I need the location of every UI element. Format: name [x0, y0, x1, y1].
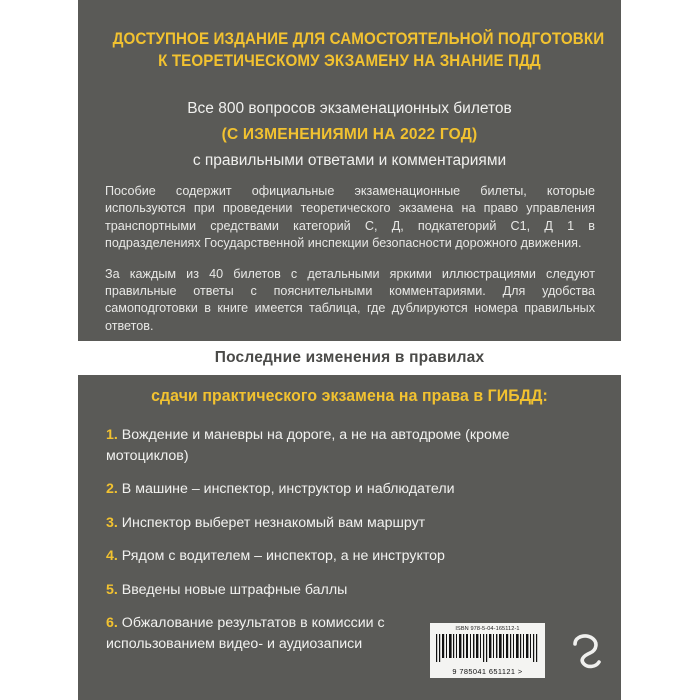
subtitle-group	[78, 96, 621, 173]
list-item-text: Введены новые штрафные баллы	[121, 581, 348, 598]
list-item-number: 5.	[106, 581, 118, 598]
list-item-number: 6.	[106, 615, 118, 631]
isbn-label: ISBN 978-5-04-165112-1	[455, 626, 520, 632]
book-back-cover	[78, 0, 621, 700]
description-paragraph-1: Пособие содержит официальные экзаменационные билеты, которые используются при проведении теоретического экзамена на право управления транспортными средствами категорий С, Д, подкатегорий С1, Д 1 в подразделениях Государственной инспекции безопасности дорожного движения.	[105, 184, 595, 251]
list-item-text: Инспектор выберет незнакомый вам маршрут	[121, 514, 426, 531]
subtitle-line-3: с правильными ответами и комментариями	[192, 152, 507, 169]
description-block	[105, 183, 595, 335]
white-banner	[78, 341, 621, 375]
headline-line-1: ДОСТУПНОЕ ИЗДАНИЕ ДЛЯ САМОСТОЯТЕЛЬНОЙ ПОДГОТОВКИ	[112, 30, 605, 48]
list-item	[106, 425, 586, 466]
list-item-number: 1.	[106, 427, 118, 443]
list-item	[106, 513, 586, 534]
isbn-barcode	[430, 623, 545, 678]
list-item	[106, 546, 586, 567]
list-item-text: Рядом с водителем – инспектор, а не инструктор	[121, 548, 445, 564]
list-item-number: 2.	[106, 481, 118, 497]
list-item-number: 4.	[106, 548, 118, 564]
headline-line-2: К ТЕОРЕТИЧЕСКОМУ ЭКЗАМЕНУ НА ЗНАНИЕ ПДД	[158, 52, 541, 70]
list-item	[106, 479, 586, 500]
barcode-bars-icon	[434, 634, 541, 662]
headline-text	[100, 28, 605, 72]
list-item	[106, 613, 406, 654]
barcode-digits: 9 785041 651121 >	[452, 667, 523, 676]
cover-upper-panel	[78, 0, 621, 341]
list-item-text: Вождение и маневры на дороге, а не на автодроме (кроме мотоциклов)	[106, 427, 510, 464]
eksmo-logo-icon	[566, 631, 608, 675]
list-item-text: В машине – инспектор, инструктор и наблюдатели	[121, 481, 455, 497]
headline	[78, 28, 621, 72]
banner-title: Последние изменения в правилах	[214, 349, 485, 366]
list-item	[106, 580, 586, 601]
description-paragraph-2: За каждым из 40 билетов с детальными яркими иллюстрациями следуют правильные ответы с пояснительными комментариями. Для удобства самоподготовки в книге имеется таблица, где дублируются номера правильных ответов.	[105, 266, 595, 333]
list-item-text: Обжалование результатов в комиссии с использованием видео- и аудиозаписи	[106, 615, 385, 652]
changes-list	[106, 425, 586, 654]
subtitle-accent-line: (С ИЗМЕНЕНИЯМИ НА 2022 ГОД)	[221, 126, 478, 143]
subtitle-line-1: Все 800 вопросов экзаменационных билетов	[187, 100, 512, 117]
banner-subtitle-accent: сдачи практического экзамена на права в ГИБДД:	[151, 387, 548, 405]
list-item-number: 3.	[106, 514, 118, 531]
